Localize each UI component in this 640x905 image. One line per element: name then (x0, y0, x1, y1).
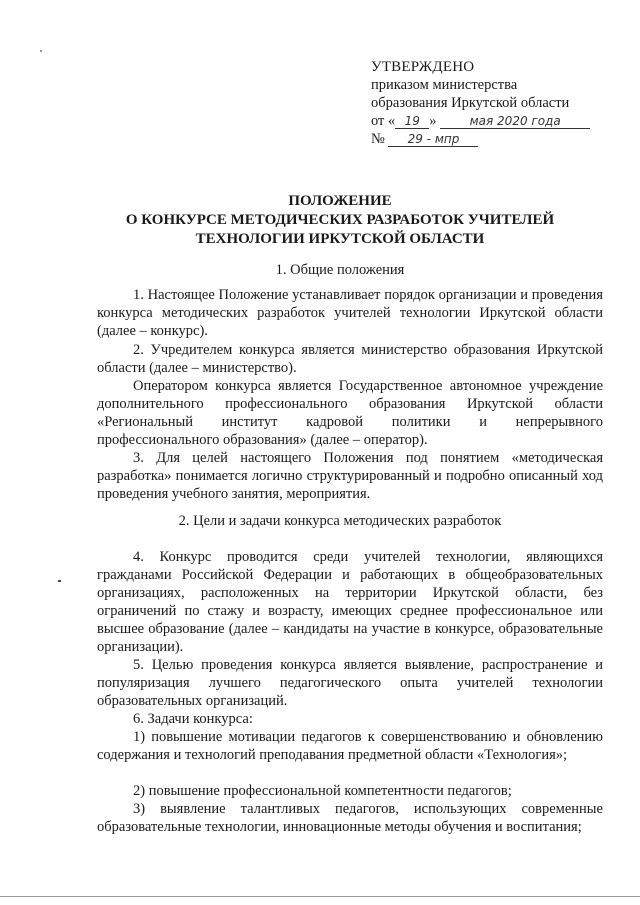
approval-line-2: образования Иркутской области (371, 95, 570, 111)
paragraph-2: 2. Учредителем конкурса является министерство образования Иркутской области (далее – министерство). (97, 342, 603, 376)
paragraph-operator: Оператором конкурса является Государственное автономное учреждение дополнительного профессионального образования Иркутской области «Региональный институт кадровой политики и непрерывного профессионального образования» (далее – оператор). (97, 378, 603, 448)
paragraph-1: 1. Настоящее Положение устанавливает порядок организации и проведения конкурса методических разработок учителей технологии Иркутской области (далее – конкурс). (97, 287, 603, 339)
document-title (60, 192, 620, 249)
section-1-heading: 1. Общие положения (275, 262, 405, 278)
title-line-3: ТЕХНОЛОГИИ ИРКУТСКОЙ ОБЛАСТИ (195, 231, 485, 247)
number-value: 29 - мпр (388, 132, 478, 147)
scan-speck (58, 580, 61, 582)
date-mid: » (429, 113, 437, 129)
approval-line-1: приказом министерства (371, 77, 518, 93)
scan-edge-line (0, 896, 640, 897)
title-line-1: ПОЛОЖЕНИЕ (288, 193, 392, 209)
paragraph-3: 3. Для целей настоящего Положения под понятием «методическая разработка» понимается логично структурированный и подробно описанный ход проведения учебного занятия, мероприятия. (97, 450, 603, 502)
approval-heading: УТВЕРЖДЕНО (371, 59, 475, 75)
number-prefix: № (371, 131, 385, 147)
approval-stamp (371, 58, 621, 148)
date-prefix: от « (371, 113, 396, 129)
paragraph-6: 6. Задачи конкурса: (133, 711, 253, 727)
task-2: 2) повышение профессиональной компетентности педагогов; (133, 783, 512, 799)
date-day: 19 (395, 114, 429, 129)
approval-date (371, 112, 621, 130)
task-3: 3) выявление талантливых педагогов, использующих современные образовательные технологии, инновационные методы обучения и воспитания; (97, 801, 603, 835)
title-line-2: О КОНКУРСЕ МЕТОДИЧЕСКИХ РАЗРАБОТОК УЧИТЕЛЕЙ (125, 212, 555, 228)
paragraph-5: 5. Целью проведения конкурса является выявление, распространение и популяризация лучшего педагогического опыта учителей технологии образовательных организаций. (97, 657, 603, 709)
date-rest: мая 2020 года (440, 114, 590, 129)
paragraph-4: 4. Конкурс проводится среди учителей технологии, являющихся гражданами Российской Федерации и работающих в общеобразовательных организациях, расположенных на территории Иркутской области, без ограничений по стажу и возрасту, имеющих среднее профессиональное или высшее образование (далее – кандидаты на участие в конкурсе, образовательные организации). (97, 549, 603, 655)
section-2-heading: 2. Цели и задачи конкурса методических разработок (178, 513, 502, 529)
scan-speck (40, 50, 42, 52)
task-1: 1) повышение мотивации педагогов к совершенствованию и обновлению содержания и технологий преподавания предметной области «Технология»; (97, 729, 603, 763)
approval-number (371, 130, 621, 148)
